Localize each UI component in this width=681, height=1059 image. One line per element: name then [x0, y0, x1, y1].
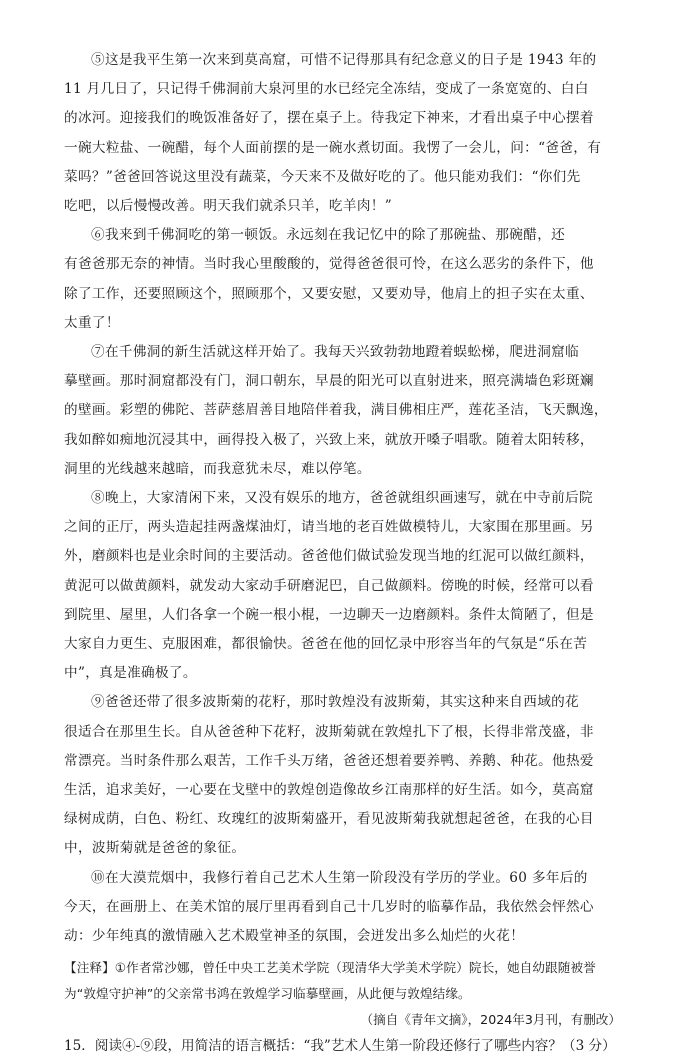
paragraph-9	[64, 688, 624, 863]
text-line: 我如醉如痴地沉浸其中，画得投入极了，兴致上来，就放开嗓子唱歌。随着太阳转移，	[64, 431, 594, 448]
paragraph-7	[64, 338, 624, 484]
text-line: 的壁画。彩塑的佛陀、菩萨慈眉善目地陪伴着我，满目佛相庄严，莲花圣洁，飞天飘逸，	[64, 402, 608, 419]
text-line: 中，波斯菊就是爸爸的象征。	[64, 840, 246, 857]
text-line: 到院里、屋里，人们各拿一个碗一根小棍，一边聊天一边磨颜料。条件太简陋了，但是	[64, 606, 594, 623]
text-line: 11 月几日了，只记得千佛洞前大泉河里的水已经完全冻结，变成了一条宽宽的、白白	[64, 81, 589, 98]
text-line: ⑩在大漠荒烟中，我修行着自己艺术人生第一阶段没有学历的学业。60 多年后的	[91, 869, 588, 886]
text-line: ⑤这是我平生第一次来到莫高窟，可惜不记得那具有纪念意义的日子是 1943 年的	[91, 52, 597, 68]
paragraph-5	[64, 46, 624, 221]
text-line: 的冰河。迎接我们的晚饭准备好了，摆在桌子上。待我定下神来，才看出桌子中心摆着	[64, 110, 594, 127]
text-line: 摹壁画。那时洞窟都没有门，洞口朝东，早晨的阳光可以直射进来，照亮满墙色彩斑斓	[64, 373, 594, 390]
paragraph-8	[64, 484, 624, 688]
text-line: ⑥我来到千佛洞吃的第一顿饭。永远刻在我记忆中的除了那碗盐、那碗醋，还	[91, 227, 566, 244]
note-line: 为“敦煌守护神”的父亲常书鸿在敦煌学习临摹壁画，从此便与敦煌结缘。	[64, 986, 471, 1002]
text-line: 太重了！	[64, 314, 120, 331]
text-line: ⑦在千佛洞的新生活就这样开始了。我每天兴致勃勃地蹬着蜈蚣梯，爬进洞窟临	[91, 344, 580, 360]
question-15: 15．阅读④-⑨段，用简洁的语言概括：“我”艺术人生第一阶段还修行了哪些内容？（3 分）	[64, 1038, 616, 1055]
text-line: 有爸爸那无奈的神情。当时我心里酸酸的，觉得爸爸很可怜，在这么恶劣的条件下，他	[64, 256, 594, 273]
annotation-block	[64, 955, 624, 1007]
text-line: 中”，真是准确极了。	[64, 665, 197, 682]
text-line: 一碗大粒盐、一碗醋，每个人面前摆的是一碗水煮切面。我愣了一会儿，问：“爸爸，有	[64, 139, 602, 156]
text-line: 洞里的光线越来越暗，而我意犹未尽，难以停笔。	[64, 460, 371, 477]
text-line: 菜吗？”爸爸回答说这里没有蔬菜，今天来不及做好吃的了。他只能劝我们：“你们先	[64, 168, 581, 185]
text-line: 之间的正厅，两头造起挂两盏煤油灯，请当地的老百姓做模特儿，大家围在那里画。另	[64, 519, 594, 536]
text-line: 绿树成荫，白色、粉红、玫瑰红的波斯菊盛开，看见波斯菊我就想起爸爸，在我的心目	[64, 811, 594, 828]
text-line: 今天，在画册上、在美术馆的展厅里再看到自己十几岁时的临摹作品，我依然会怦然心	[64, 898, 594, 915]
paragraph-10-block	[64, 864, 624, 952]
text-line: 生活，追求美好，一心要在戈壁中的敦煌创造像故乡江南那样的好生活。如今，莫高窟	[64, 781, 594, 798]
source-citation: （摘自《青年文摘》，2024年3月刊，有删改）	[360, 1012, 621, 1028]
text-line: 除了工作，还要照顾这个，照顾那个，又要安慰，又要劝导，他肩上的担子实在太重、	[64, 285, 594, 302]
text-line: 很适合在那里生长。自从爸爸种下花籽，波斯菊就在敦煌扎下了根，长得非常茂盛，非	[64, 723, 594, 740]
text-line: 动：少年纯真的激情融入艺术殿堂神圣的氛围，会迸发出多么灿烂的火花！	[64, 927, 525, 944]
text-line: 吃吧，以后慢慢改善。明天我们就杀只羊，吃羊肉！”	[64, 197, 393, 214]
text-line: ⑨爸爸还带了很多波斯菊的花籽，那时敦煌没有波斯菊，其实这种来自西域的花	[91, 694, 580, 711]
text-line: 黄泥可以做黄颜料，就发动大家动手研磨泥巴，自己做颜料。傍晚的时候，经常可以看	[64, 577, 594, 594]
text-line: 常漂亮。当时条件那么艰苦，工作千头万绪，爸爸还想着要养鸭、养鹅、种花。他热爱	[64, 752, 594, 769]
text-line: 大家自力更生、克服困难，都很愉快。爸爸在他的回忆录中形容当年的气氛是“乐在苦	[64, 635, 588, 652]
note-line: 【注释】①作者常沙娜，曾任中央工艺美术学院（现清华大学美术学院）院长，她自幼跟随被誉	[64, 960, 596, 976]
paragraph-6	[64, 221, 624, 338]
text-line: ⑧晚上，大家清闲下来，又没有娱乐的地方，爸爸就组织画速写，就在中寺前后院	[91, 490, 593, 506]
text-line: 外，磨颜料也是业余时间的主要活动。爸爸他们做试验发现当地的红泥可以做红颜料，	[64, 548, 594, 565]
